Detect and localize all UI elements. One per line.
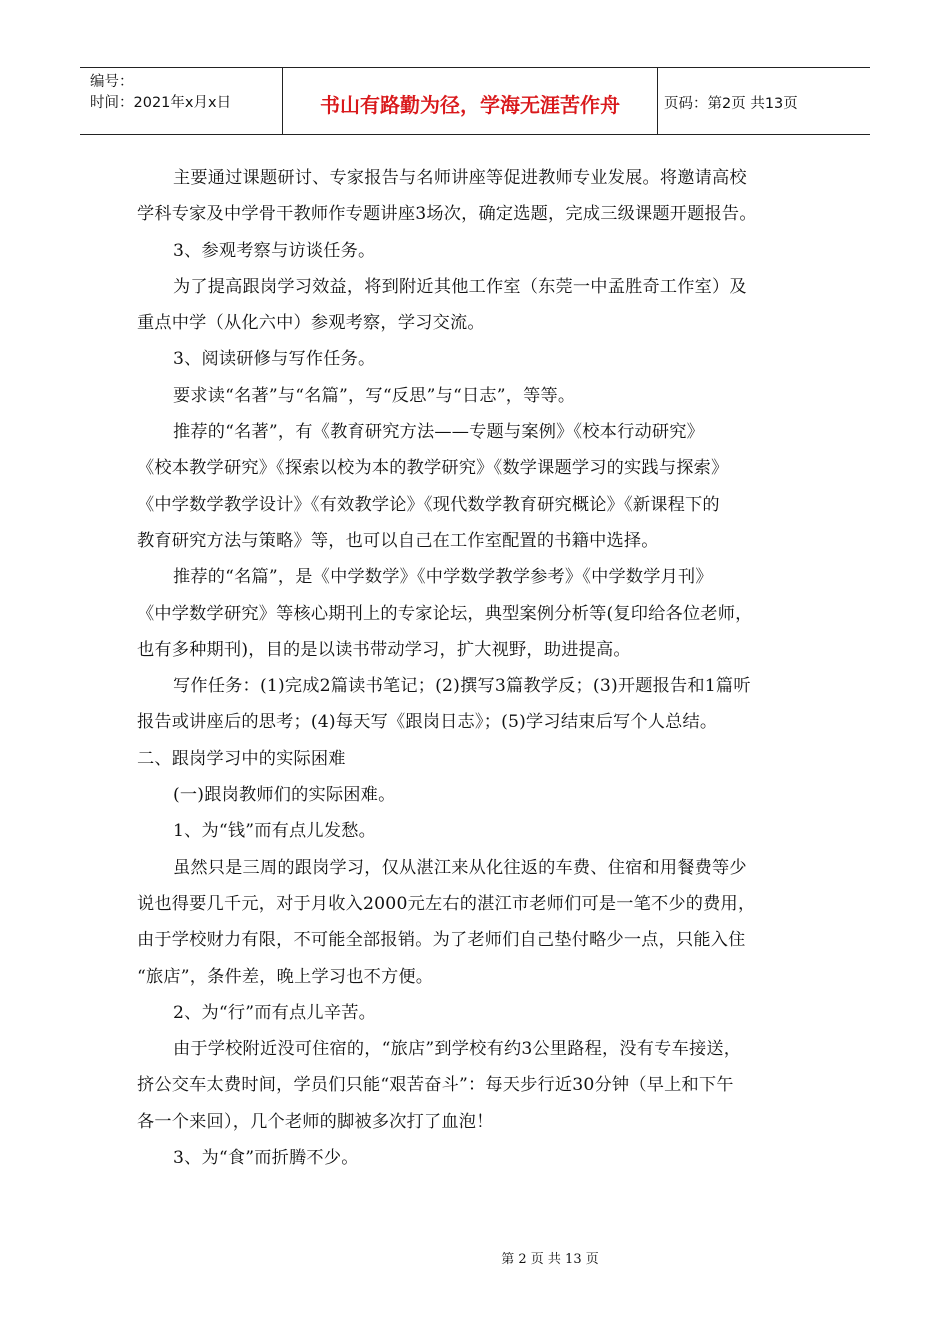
body-line: 虽然只是三周的跟岗学习，仅从湛江来从化往返的车费、住宿和用餐费等少: [173, 857, 747, 878]
body-line: 3、阅读研修与写作任务。: [173, 349, 376, 370]
body-line: 由于学校财力有限，不可能全部报销。为了老师们自己垫付略少一点，只能入住: [137, 930, 746, 951]
body-line: 教育研究方法与策略》等，也可以自己在工作室配置的书籍中选择。: [137, 530, 659, 551]
body-line: “旅店”，条件差，晚上学习也不方便。: [137, 966, 434, 987]
subsection-heading: (一)跟岗教师们的实际困难。: [173, 785, 396, 806]
body-line: 各一个来回），几个老师的脚被多次打了血泡！: [137, 1111, 494, 1132]
body-line: 主要通过课题研讨、专家报告与名师讲座等促进教师专业发展。将邀请高校: [173, 168, 747, 188]
body-line: 学科专家及中学骨干教师作专题讲座3场次，确定选题，完成三级课题开题报告。: [137, 204, 757, 225]
body-line: 2、为“行”而有点儿辛苦。: [173, 1002, 376, 1023]
header-page-info: 页码：第2页 共13页: [664, 95, 798, 112]
body-line: 《校本教学研究》《探索以校为本的教学研究》《数学课题学习的实践与探索》: [137, 458, 729, 479]
body-line: 也有多种期刊)，目的是以读书带动学习，扩大视野，助进提高。: [137, 639, 631, 660]
header-meta-cell: [80, 68, 283, 134]
body-line: 1、为“钱”而有点儿发愁。: [173, 821, 376, 842]
document-date-label: 时间：2021年x月x日: [90, 95, 232, 111]
body-line: 《中学数学研究》等核心期刊上的专家论坛，典型案例分析等(复印给各位老师，: [137, 603, 753, 624]
body-line: 说也得要几千元，对于月收入2000元左右的湛江市老师们可是一笔不少的费用，: [137, 893, 756, 914]
body-line: 3、为“食”而折腾不少。: [173, 1148, 359, 1169]
document-header: [80, 67, 870, 135]
body-line: 由于学校附近没可住宿的，“旅店”到学校有约3公里路程，没有专车接送，: [173, 1039, 742, 1060]
body-line: 3、参观考察与访谈任务。: [173, 240, 376, 261]
header-motto: 书山有路勤为径，学海无涯苦作舟: [283, 68, 658, 134]
section-heading: 二、跟岗学习中的实际困难: [137, 748, 346, 769]
body-line: 要求读“名著”与“名篇”，写“反思”与“日志”，等等。: [173, 385, 576, 406]
body-line: 写作任务：(1)完成2篇读书笔记；(2)撰写3篇教学反；(3)开题报告和1篇听: [173, 676, 751, 697]
body-line: 挤公交车太费时间，学员们只能“艰苦奋斗”：每天步行近30分钟（早上和下午: [137, 1075, 734, 1096]
body-line: 报告或讲座后的思考；(4)每天写《跟岗日志》；(5)学习结束后写个人总结。: [137, 712, 718, 733]
body-line: 为了提高跟岗学习效益，将到附近其他工作室（东莞一中孟胜奇工作室）及: [173, 276, 747, 297]
document-body: [137, 160, 817, 1176]
document-number-label: 编号：: [90, 74, 134, 90]
body-line: 推荐的“名著”，有《教育研究方法——专题与案例》《校本行动研究》: [173, 422, 705, 443]
body-line: 重点中学（从化六中）参观考察，学习交流。: [137, 313, 485, 334]
body-line: 《中学数学教学设计》《有效教学论》《现代数学教育研究概论》《新课程下的: [137, 494, 720, 515]
body-line: 推荐的“名篇”，是《中学数学》《中学数学教学参考》《中学数学月刊》: [173, 567, 713, 588]
page-footer: 第 2 页 共 13 页: [501, 1252, 599, 1267]
